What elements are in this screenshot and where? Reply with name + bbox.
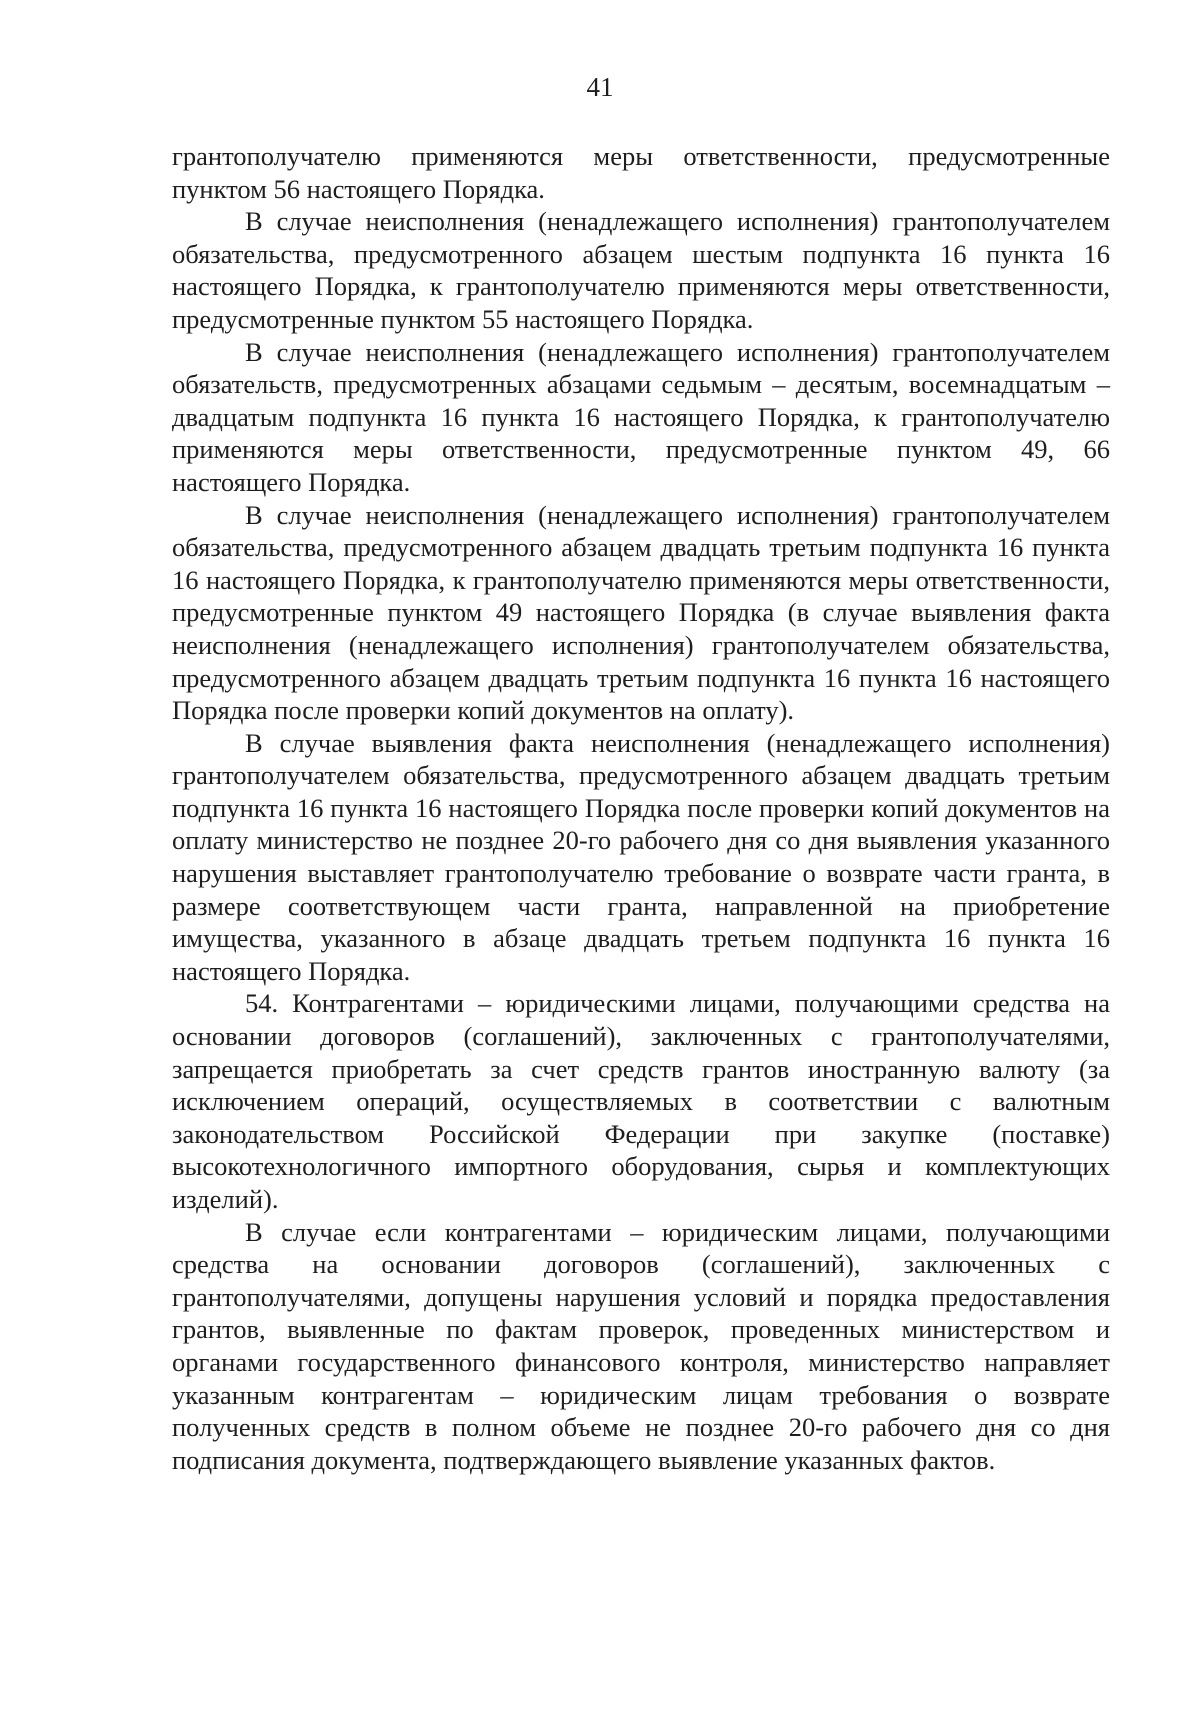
page-number: 41 xyxy=(586,72,614,102)
paragraph: В случае неисполнения (ненадлежащего исполнения) грантополучателем обязательства, предусмотренного абзацем двадцать третьим подпункта 16 пункта 16 настоящего Порядка, к грантополучателю применяются меры ответственности, предусмотренные пунктом 49 настоящего Порядка (в случае выявления факта неисполнения (ненадлежащего исполнения) грантополучателем обязательства, предусмотренного абзацем двадцать третьим подпункта 16 пункта 16 настоящего Порядка после проверки копий документов на оплату). xyxy=(172,499,1110,726)
document-body xyxy=(172,140,1110,1476)
paragraph-continuation: грантополучателю применяются меры ответственности, предусмотренные пунктом 56 настоящего Порядка. xyxy=(172,141,1110,204)
paragraph: В случае неисполнения (ненадлежащего исполнения) грантополучателем обязательства, предусмотренного абзацем шестым подпункта 16 пункта 16 настоящего Порядка, к грантополучателю применяются меры ответственности, предусмотренные пунктом 55 настоящего Порядка. xyxy=(172,206,1110,334)
paragraph: В случае неисполнения (ненадлежащего исполнения) грантополучателем обязательств, предусмотренных абзацами седьмым – десятым, восемнадцатым – двадцатым подпункта 16 пункта 16 настоящего Порядка, к грантополучателю применяются меры ответственности, предусмотренные пунктом 49, 66 настоящего Порядка. xyxy=(172,336,1110,497)
numbered-paragraph: 54. Контрагентами – юридическими лицами, получающими средства на основании договоров (соглашений), заключенных с грантополучателями, запрещается приобретать за счет средств грантов иностранную валюту (за исключением операций, осуществляемых в соответствии с валютным законодательством Российской Федерации при закупке (поставке) высокотехнологичного импортного оборудования, сырья и комплектующих изделий). xyxy=(172,988,1110,1214)
paragraph: В случае выявления факта неисполнения (ненадлежащего исполнения) грантополучателем обязательства, предусмотренного абзацем двадцать третьим подпункта 16 пункта 16 настоящего Порядка после проверки копий документов на оплату министерство не позднее 20-го рабочего дня со дня выявления указанного нарушения выставляет грантополучателю требование о возврате части гранта, в размере соответствующем части гранта, направленной на приобретение имущества, указанного в абзаце двадцать третьем подпункта 16 пункта 16 настоящего Порядка. xyxy=(172,727,1110,986)
paragraph: В случае если контрагентами – юридическим лицами, получающими средства на основании договоров (соглашений), заключенных с грантополучателями, допущены нарушения условий и порядка предоставления грантов, выявленные по фактам проверок, проведенных министерством и органами государственного финансового контроля, министерство направляет указанным контрагентам – юридическим лицам требования о возврате полученных средств в полном объеме не позднее 20-го рабочего дня со дня подписания документа, подтверждающего выявление указанных фактов. xyxy=(172,1216,1110,1475)
